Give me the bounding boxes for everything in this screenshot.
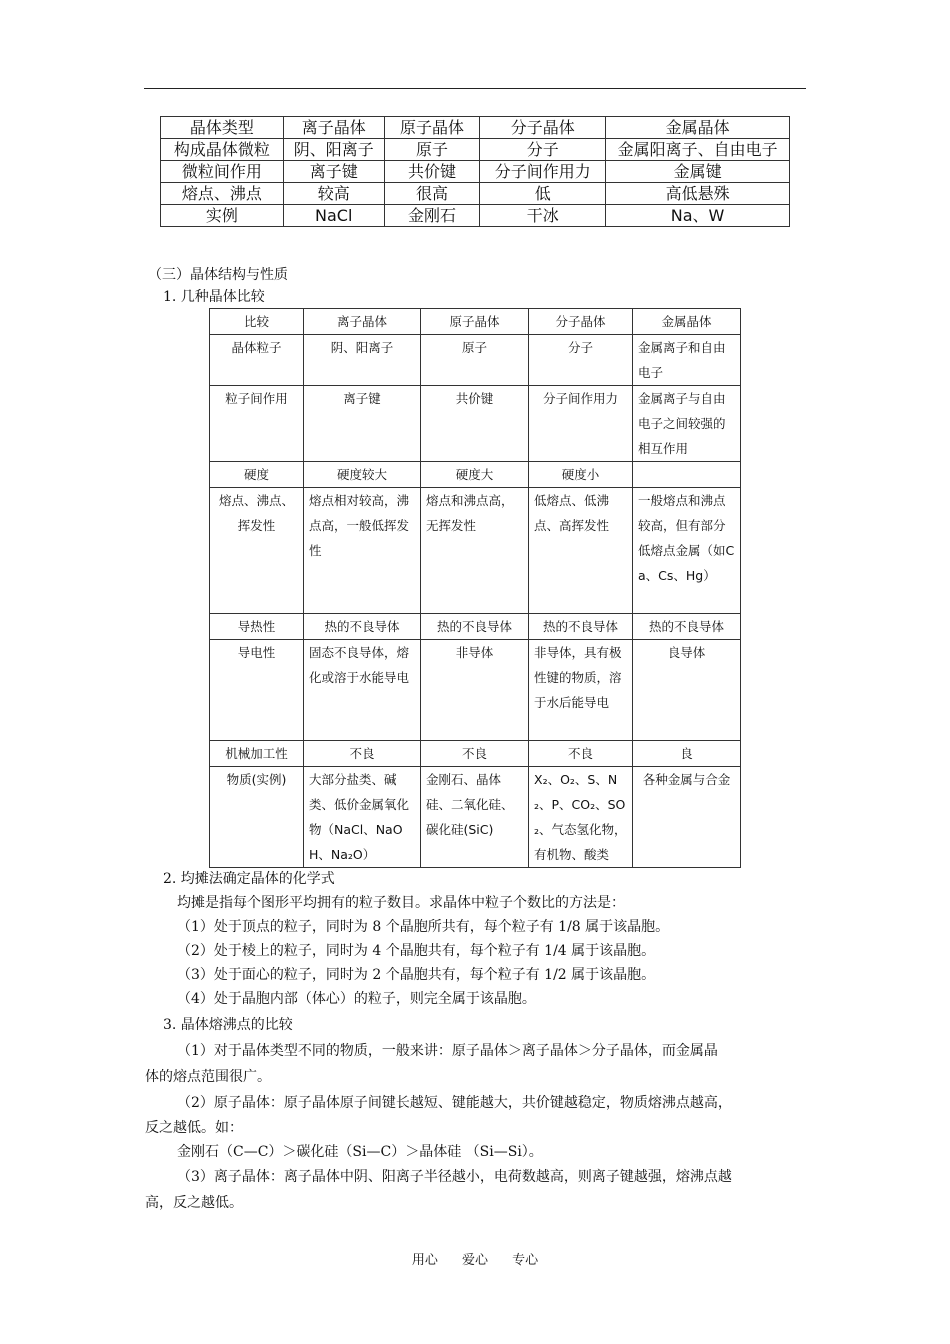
compare-cell: 热的不良导体 [633,614,741,640]
compare-cell: 硬度大 [421,462,529,488]
compare-header-cell: 离子晶体 [304,309,421,335]
compare-row [210,741,741,767]
compare-cell: 良导体 [633,640,741,741]
compare-cell: 硬度 [210,462,304,488]
compare-cell: 原子 [421,335,529,386]
subheading-averaging-method: 2. 均摊法确定晶体的化学式 [163,871,335,887]
compare-cell: 硬度小 [529,462,633,488]
paragraph-q3-line2: 高，反之越低。 [145,1195,243,1211]
compare-header-cell: 金属晶体 [633,309,741,335]
paragraph-body-center: （4）处于晶胞内部（体心）的粒子，则完全属于该晶胞。 [177,991,536,1007]
paragraph-q1-line2: 体的熔点范围很广。 [145,1069,271,1085]
summary-cell: 微粒间作用 [161,161,284,183]
section-heading: （三）晶体结构与性质 [148,267,288,283]
compare-cell: 熔点和沸点高，无挥发性 [421,488,529,614]
compare-cell: 分子间作用力 [529,386,633,462]
summary-cell: 分子 [480,139,606,161]
compare-cell: 不良 [304,741,421,767]
compare-cell: 离子键 [304,386,421,462]
summary-cell: 金属键 [606,161,790,183]
compare-header-cell: 比较 [210,309,304,335]
compare-row [210,767,741,868]
compare-cell: 熔点、沸点、挥发性 [210,488,304,614]
compare-cell: 熔点相对较高，沸点高，一般低挥发性 [304,488,421,614]
compare-row [210,488,741,614]
compare-cell: 非导体，具有极性键的物质，溶于水后能导电 [529,640,633,741]
compare-row [210,335,741,386]
crystal-summary-table [160,116,790,227]
crystal-comparison-table [209,308,741,868]
paragraph-q2-line2: 反之越低。如： [145,1120,243,1136]
compare-cell: 共价键 [421,386,529,462]
compare-cell: 粒子间作用 [210,386,304,462]
paragraph-edge: （2）处于棱上的粒子，同时为 4 个晶胞共有，每个粒子有 1/4 属于该晶胞。 [177,943,656,959]
compare-cell: 一般熔点和沸点较高，但有部分低熔点金属（如Ca、Cs、Hg） [633,488,741,614]
compare-cell: X₂、O₂、S、N₂、P、CO₂、SO₂、气态氢化物，有机物、酸类 [529,767,633,868]
summary-row [161,117,790,139]
summary-cell: 干冰 [480,205,606,227]
summary-cell: 金属晶体 [606,117,790,139]
summary-cell: 熔点、沸点 [161,183,284,205]
summary-cell: 分子间作用力 [480,161,606,183]
compare-cell: 金属离子与自由电子之间较强的相互作用 [633,386,741,462]
compare-cell: 物质(实例) [210,767,304,868]
compare-cell [633,462,741,488]
summary-row [161,161,790,183]
summary-cell: 阴、阳离子 [283,139,384,161]
summary-cell: 构成晶体微粒 [161,139,284,161]
summary-cell: 共价键 [384,161,480,183]
summary-cell: 晶体类型 [161,117,284,139]
compare-header-cell: 原子晶体 [421,309,529,335]
summary-cell: NaCl [283,205,384,227]
compare-cell: 热的不良导体 [304,614,421,640]
compare-header-row [210,309,741,335]
compare-cell: 非导体 [421,640,529,741]
subheading-crystal-comparison: 1. 几种晶体比较 [163,289,265,305]
summary-cell: 低 [480,183,606,205]
compare-cell: 固态不良导体，熔化或溶于水能导电 [304,640,421,741]
summary-cell: 高低悬殊 [606,183,790,205]
summary-cell: 很高 [384,183,480,205]
compare-row [210,614,741,640]
summary-cell: 离子键 [283,161,384,183]
compare-cell: 金刚石、晶体硅、二氧化硅、碳化硅(SiC) [421,767,529,868]
page-footer: 用心 爱心 专心 [411,1253,539,1268]
compare-row [210,640,741,741]
header-rule [144,88,806,89]
paragraph-q3-line1: （3）离子晶体：离子晶体中阴、阳离子半径越小，电荷数越高，则离子键越强，熔沸点越 [177,1169,732,1185]
compare-row [210,386,741,462]
summary-row [161,205,790,227]
paragraph-q1-line1: （1）对于晶体类型不同的物质，一般来讲：原子晶体＞离子晶体＞分子晶体，而金属晶 [177,1043,718,1059]
compare-header-cell: 分子晶体 [529,309,633,335]
compare-cell: 良 [633,741,741,767]
paragraph-vertex: （1）处于顶点的粒子，同时为 8 个晶胞所共有，每个粒子有 1/8 属于该晶胞。 [177,919,670,935]
compare-cell: 低熔点、低沸点、高挥发性 [529,488,633,614]
paragraph-face: （3）处于面心的粒子，同时为 2 个晶胞共有，每个粒子有 1/2 属于该晶胞。 [177,967,656,983]
summary-cell: 实例 [161,205,284,227]
summary-cell: 原子 [384,139,480,161]
summary-row [161,183,790,205]
paragraph-q2-line1: （2）原子晶体：原子晶体原子间键长越短、键能越大，共价键越稳定，物质熔沸点越高， [177,1095,732,1111]
summary-cell: Na、W [606,205,790,227]
subheading-melting-point: 3. 晶体熔沸点的比较 [163,1017,293,1033]
compare-cell: 分子 [529,335,633,386]
compare-cell: 阴、阳离子 [304,335,421,386]
compare-cell: 金属离子和自由电子 [633,335,741,386]
compare-cell: 导电性 [210,640,304,741]
compare-cell: 导热性 [210,614,304,640]
compare-cell: 热的不良导体 [529,614,633,640]
compare-cell: 热的不良导体 [421,614,529,640]
summary-cell: 原子晶体 [384,117,480,139]
summary-cell: 较高 [283,183,384,205]
compare-cell: 机械加工性 [210,741,304,767]
summary-cell: 金刚石 [384,205,480,227]
paragraph-q2-example: 金刚石（C—C）＞碳化硅（Si—C）＞晶体硅 （Si—Si）。 [177,1144,543,1160]
summary-cell: 分子晶体 [480,117,606,139]
compare-cell: 硬度较大 [304,462,421,488]
compare-cell: 不良 [421,741,529,767]
compare-cell: 不良 [529,741,633,767]
compare-cell: 晶体粒子 [210,335,304,386]
compare-cell: 各种金属与合金 [633,767,741,868]
summary-cell: 金属阳离子、自由电子 [606,139,790,161]
compare-row [210,462,741,488]
summary-cell: 离子晶体 [283,117,384,139]
compare-cell: 大部分盐类、碱类、低价金属氧化物（NaCl、NaOH、Na₂O） [304,767,421,868]
summary-row [161,139,790,161]
paragraph-intro: 均摊是指每个图形平均拥有的粒子数目。求晶体中粒子个数比的方法是： [177,895,625,911]
